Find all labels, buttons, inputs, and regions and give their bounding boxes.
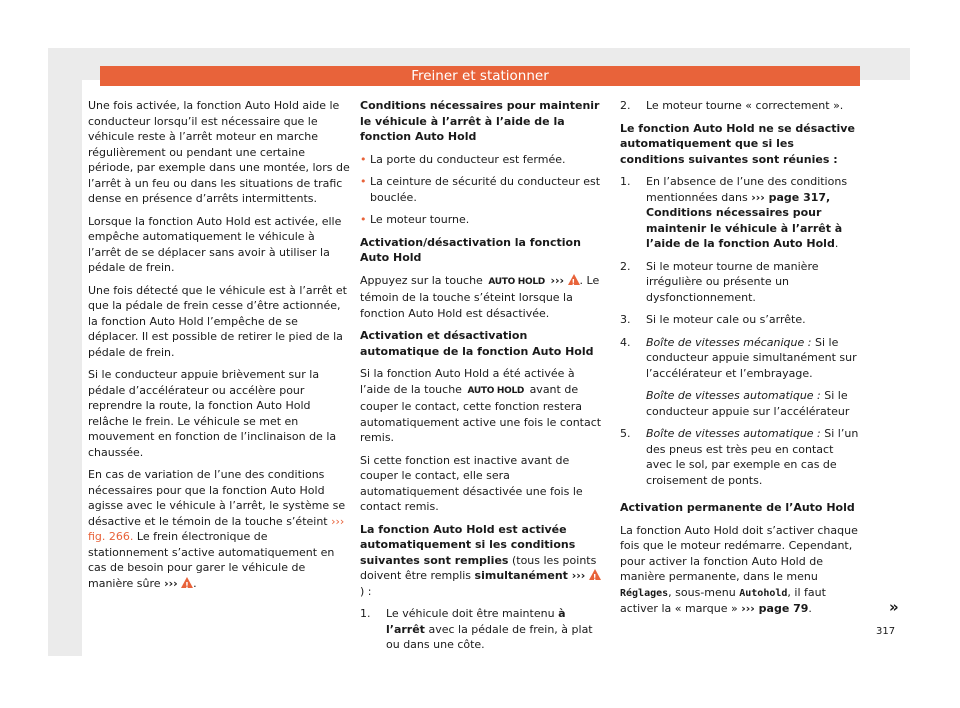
auto-hold-key-icon: AUTO HOLD: [488, 276, 545, 287]
chapter-header: [100, 66, 860, 86]
section-heading: Activation/désactivation la fonction Auto Hold: [360, 235, 581, 264]
column-left: [88, 98, 350, 598]
text: Si le moteur cale ou s’arrête.: [646, 313, 806, 326]
text: à l’arrêt: [386, 607, 566, 636]
text: avant de couper le contact, cette fonction restera automatiquement active une fois le contact remis.: [360, 382, 602, 444]
reference-arrow: ›››: [164, 576, 178, 590]
text: En cas de variation de l’une des conditions nécessaires pour que la fonction Auto Hold agisse avec le véhicule à l’arrêt, le système se désactive et le témoin de la touche s’éteint: [88, 468, 346, 528]
text: La fonction Auto Hold doit s’activer chaque fois que le moteur redémarre. Cependant, pour activer la fonction Auto Hold de manière permanente, dans le menu: [620, 523, 858, 583]
text: En l’absence de l’une des conditions mentionnées dans: [646, 175, 848, 204]
text: Si le conducteur appuie simultanément sur l’accélérateur et l’embrayage.: [646, 335, 857, 380]
column-middle: [360, 98, 602, 660]
paragraph: Une fois détecté que le véhicule est à l’arrêt et que la pédale de frein cesse d’être actionnée, la fonction Auto Hold l’empêche de se déplacer. Il est possible de retirer le pied de la pédale de frein.: [88, 283, 347, 359]
page-reference-link[interactable]: ››› page 79: [741, 602, 809, 615]
menu-name: Autohold: [739, 587, 788, 599]
chapter-title: Freiner et stationner: [411, 68, 549, 84]
text: Si le moteur tourne de manière irrégulière ou présente un dysfonctionnement.: [646, 259, 819, 304]
bullet-dot-icon: •: [360, 152, 367, 166]
text: Boîte de vitesses mécanique :: [646, 335, 812, 349]
text: .: [834, 237, 839, 250]
text: , sous-menu: [668, 585, 740, 599]
list-item-continuation: [620, 388, 862, 419]
paragraph: [88, 467, 350, 591]
text: (tous les points doivent être remplis: [360, 553, 597, 582]
paragraph: Si le conducteur appuie brièvement sur la pédale d’accélérateur ou accélère pour reprendre la route, la fonction Auto Hold relâche le frein. Le véhicule se met en mouvement en fonction de l’inclinaison de la chaussée.: [88, 368, 337, 459]
bullet-dot-icon: •: [360, 175, 367, 188]
text: .: [808, 602, 812, 615]
list-item: [620, 312, 862, 328]
page-reference-link[interactable]: ››› page 317, Conditions nécessaires pour maintenir le véhicule à l’arrêt à l’aide de la fonction Auto Hold: [646, 190, 843, 250]
list-number: 1.: [620, 175, 631, 188]
list-number: 3.: [620, 313, 631, 326]
text: , il faut activer la « marque »: [620, 585, 826, 615]
list-item: [360, 152, 602, 168]
list-item: [360, 212, 602, 228]
text: Boîte de vitesses automatique :: [646, 389, 821, 402]
paragraph: [360, 366, 602, 446]
section-heading: Conditions nécessaires pour maintenir le véhicule à l’arrêt à l’aide de la fonction Auto Hold: [360, 99, 600, 143]
auto-hold-key-icon: AUTO HOLD: [467, 385, 525, 396]
list-item-text: Le moteur tourne.: [370, 213, 470, 226]
list-number: 1.: [360, 607, 371, 620]
list-item: [620, 98, 862, 114]
list-item: [620, 335, 862, 382]
paragraph: [360, 522, 602, 600]
paragraph: Si cette fonction est inactive avant de couper le contact, elle sera automatiquement désactivée une fois le contact remis.: [360, 453, 583, 513]
section-heading: Activation et désactivation automatique de la fonction Auto Hold: [360, 329, 594, 358]
text: Boîte de vitesses automatique :: [646, 427, 821, 440]
paragraph: Une fois activée, la fonction Auto Hold aide le conducteur lorsqu’il est nécessaire que le véhicule reste à l’arrêt moteur en marche régulièrement ou pendant une certaine période, par exemple dans une montée, lors de l’arrêt à un feu ou dans les situations de trafic dense en présence d’arrêts intermittents.: [88, 99, 350, 205]
text: Le moteur tourne « correctement ».: [646, 99, 844, 112]
list-number: 4.: [620, 335, 631, 349]
text: La fonction Auto Hold est activée automatiquement si les conditions suivantes sont remplies: [360, 522, 576, 567]
text: . Le témoin de la touche s’éteint lorsque la fonction Auto Hold est désactivée.: [360, 273, 600, 320]
list-number: 2.: [620, 99, 631, 112]
list-item: [620, 426, 862, 488]
list-item: [360, 174, 602, 205]
text: Si la fonction Auto Hold a été activée à l’aide de la touche: [360, 367, 575, 396]
section-heading: Le fonction Auto Hold ne se désactive automatiquement que si les conditions suivantes sont réunies :: [620, 121, 855, 166]
bullet-dot-icon: •: [360, 213, 367, 226]
list-item-text: La ceinture de sécurité du conducteur est bouclée.: [370, 175, 601, 204]
paragraph: Lorsque la fonction Auto Hold est activée, elle empêche automatiquement le véhicule à l’arrêt de se déplacer sans avoir à utiliser la pédale de frein.: [88, 214, 342, 274]
list-item: [620, 259, 862, 306]
page-number: 317: [876, 626, 896, 637]
continue-arrow-icon: »: [889, 598, 899, 616]
list-item: [360, 606, 602, 653]
menu-name: Réglages: [620, 587, 669, 599]
figure-link[interactable]: ››› fig. 266.: [88, 514, 345, 543]
warning-icon[interactable]: [589, 569, 601, 580]
text: avec la pédale de frein, à plat ou dans une côte.: [386, 622, 593, 651]
warning-icon[interactable]: [568, 274, 580, 285]
column-right: [620, 98, 862, 624]
reference-arrow: ›››: [550, 273, 565, 287]
paragraph: [360, 273, 602, 322]
list-item-text: La porte du conducteur est fermée.: [370, 152, 566, 166]
section-heading: Activation permanente de l’Auto Hold: [620, 501, 855, 514]
text: ) :: [360, 584, 372, 598]
text: Si le conducteur appuie sur l’accélérateur: [646, 389, 850, 418]
list-number: 2.: [620, 259, 631, 273]
paragraph: [620, 523, 862, 617]
list-item: [620, 174, 862, 252]
list-number: 5.: [620, 427, 631, 440]
text: simultanément ›››: [474, 569, 586, 582]
text: Appuyez sur la touche: [360, 273, 483, 287]
text: .: [193, 576, 197, 590]
text: Le véhicule doit être maintenu: [386, 607, 559, 620]
text: Le frein électronique de stationnement s’active automatiquement en cas de besoin pour garer le véhicule de manière sûre: [88, 530, 335, 590]
warning-icon[interactable]: [181, 577, 193, 588]
text: Si l’un des pneus est très peu en contact avec le sol, par exemple en cas de croisement de ponts.: [646, 427, 859, 487]
